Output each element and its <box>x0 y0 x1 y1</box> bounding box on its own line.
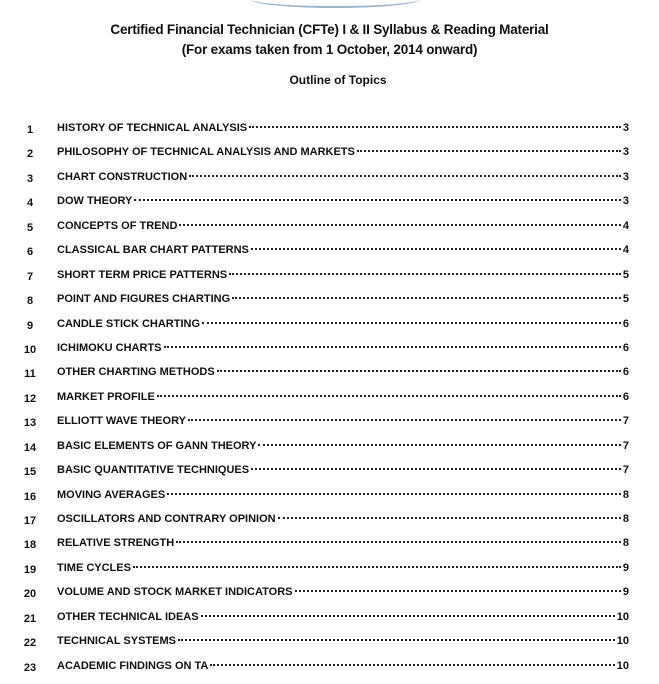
toc-entry-page-number[interactable]: 7 <box>622 464 629 477</box>
toc-entry-number: 6 <box>26 246 34 259</box>
toc-entry-page-number[interactable]: 5 <box>622 293 629 306</box>
toc-entry-number: 9 <box>26 319 34 332</box>
toc-entry-line <box>57 513 629 525</box>
toc-entry[interactable] <box>0 487 659 511</box>
toc-entry[interactable] <box>0 413 659 437</box>
toc-entry-page-number[interactable]: 3 <box>622 170 629 183</box>
dot-leader <box>178 639 615 641</box>
toc-entry[interactable] <box>0 291 659 315</box>
outline-heading: Outline of Topics <box>289 73 387 87</box>
toc-entry-title[interactable]: BASIC ELEMENTS OF GANN THEORY <box>57 439 257 452</box>
dot-leader <box>167 493 621 495</box>
dot-leader <box>202 322 621 324</box>
toc-entry-title[interactable]: TIME CYCLES <box>57 561 131 574</box>
toc-entry-page-number[interactable]: 7 <box>622 439 629 452</box>
dot-leader <box>357 150 621 152</box>
toc-entry-title[interactable]: ACADEMIC FINDINGS ON TA <box>57 659 209 672</box>
toc-entry-line <box>57 391 629 403</box>
dot-leader <box>157 395 621 397</box>
toc-entry[interactable] <box>0 633 659 657</box>
dot-leader <box>217 370 621 372</box>
toc-entry-number: 21 <box>23 612 37 625</box>
toc-entry-line <box>57 366 629 378</box>
toc-entry-number: 11 <box>24 368 36 381</box>
toc-entry-number: 4 <box>26 197 34 210</box>
toc-entry-line <box>57 171 629 183</box>
toc-entry-number: 2 <box>26 148 34 161</box>
dot-leader <box>179 224 620 226</box>
dot-leader <box>229 273 621 275</box>
toc-entry[interactable] <box>0 609 659 633</box>
toc-entry-page-number[interactable]: 6 <box>622 390 629 403</box>
toc-entry-number: 16 <box>23 490 37 503</box>
toc-entry-title[interactable]: ELLIOTT WAVE THEORY <box>57 415 186 428</box>
dot-leader <box>176 541 621 543</box>
dot-leader <box>251 248 621 250</box>
toc-entry-number: 18 <box>23 539 37 552</box>
title-line-2: (For exams taken from 1 October, 2014 onward) <box>181 42 478 57</box>
toc-entry-line <box>57 464 629 476</box>
toc-entry-title[interactable]: MARKET PROFILE <box>57 390 155 403</box>
toc-entry[interactable] <box>0 144 659 168</box>
toc-entry-title[interactable]: OTHER CHARTING METHODS <box>57 366 215 379</box>
toc-entry-page-number[interactable]: 5 <box>622 268 629 281</box>
toc-entry[interactable] <box>0 120 659 144</box>
toc-entry[interactable] <box>0 218 659 242</box>
toc-entry-title[interactable]: OSCILLATORS AND CONTRARY OPINION <box>57 513 276 525</box>
toc-entry-line <box>57 220 629 232</box>
toc-entry-line <box>57 611 629 623</box>
toc-entry-page-number[interactable]: 3 <box>622 195 629 208</box>
toc-entry-page-number[interactable]: 4 <box>622 219 629 232</box>
toc-entry-title[interactable]: SHORT TERM PRICE PATTERNS <box>57 268 228 281</box>
toc-entry-line <box>57 122 629 134</box>
toc-entry-line <box>57 537 629 549</box>
toc-entry-number: 22 <box>23 637 37 650</box>
dot-leader <box>133 566 621 568</box>
dot-leader <box>278 517 621 519</box>
toc-entry-page-number[interactable]: 9 <box>622 561 629 574</box>
toc-entry[interactable] <box>0 560 659 584</box>
dot-leader <box>201 615 615 617</box>
table-of-contents <box>0 120 659 682</box>
toc-entry[interactable] <box>0 364 659 388</box>
toc-entry-number: 15 <box>23 466 37 479</box>
toc-entry-line <box>57 586 629 598</box>
toc-entry-line <box>57 244 629 256</box>
dot-leader <box>188 419 621 421</box>
toc-entry-line <box>57 440 629 452</box>
toc-entry-title[interactable]: BASIC QUANTITATIVE TECHNIQUES <box>57 464 250 477</box>
toc-entry[interactable] <box>0 511 659 535</box>
dot-leader <box>164 346 621 348</box>
toc-entry-page-number[interactable]: 7 <box>622 415 629 428</box>
toc-entry-page-number[interactable]: 10 <box>616 610 629 623</box>
toc-entry[interactable] <box>0 316 659 340</box>
toc-entry-number: 7 <box>26 270 34 283</box>
toc-entry-line <box>57 660 629 672</box>
toc-entry-line <box>57 318 629 330</box>
toc-entry-page-number[interactable]: 8 <box>622 537 629 550</box>
dot-leader <box>258 444 620 446</box>
toc-entry-title[interactable]: HISTORY OF TECHNICAL ANALYSIS <box>57 122 248 134</box>
toc-entry-number: 13 <box>23 417 37 430</box>
toc-entry-title[interactable]: CONCEPTS OF TREND <box>57 219 178 232</box>
toc-entry-page-number[interactable]: 4 <box>622 244 629 257</box>
toc-entry-number: 10 <box>23 343 37 356</box>
title-line-1: Certified Financial Technician (CFTe) I & II Syllabus & Reading Material <box>110 22 549 37</box>
toc-entry-title[interactable]: ICHIMOKU CHARTS <box>57 341 162 354</box>
dot-leader <box>134 199 621 201</box>
toc-entry-number: 14 <box>23 441 37 454</box>
toc-entry[interactable] <box>0 389 659 413</box>
toc-entry-line <box>57 415 629 427</box>
toc-entry-line <box>57 269 629 281</box>
toc-entry-title[interactable]: TECHNICAL SYSTEMS <box>57 635 176 648</box>
toc-entry-title[interactable]: CHART CONSTRUCTION <box>57 170 188 183</box>
toc-entry-title[interactable]: DOW THEORY <box>57 195 133 208</box>
dot-leader <box>295 590 621 592</box>
header-decoration <box>250 0 420 8</box>
toc-entry[interactable] <box>0 658 659 682</box>
toc-entry[interactable] <box>0 438 659 462</box>
dot-leader <box>249 126 621 128</box>
toc-entry-page-number[interactable]: 8 <box>622 488 629 501</box>
toc-entry-page-number[interactable]: 8 <box>622 513 629 525</box>
toc-entry-line <box>57 342 629 354</box>
toc-entry-number: 19 <box>23 563 37 576</box>
toc-entry[interactable] <box>0 193 659 217</box>
toc-entry-page-number[interactable]: 10 <box>616 635 629 648</box>
toc-entry[interactable] <box>0 584 659 608</box>
toc-entry-title[interactable]: POINT AND FIGURES CHARTING <box>57 293 231 306</box>
toc-entry-title[interactable]: PHILOSOPHY OF TECHNICAL ANALYSIS AND MARKETS <box>57 146 355 159</box>
toc-entry[interactable] <box>0 462 659 486</box>
toc-entry-line <box>57 146 629 158</box>
toc-entry[interactable] <box>0 242 659 266</box>
toc-entry-title[interactable]: CANDLE STICK CHARTING <box>57 317 200 330</box>
toc-entry-number: 23 <box>23 661 37 674</box>
toc-entry[interactable] <box>0 340 659 364</box>
document-title <box>0 20 659 60</box>
toc-entry-line <box>57 293 629 305</box>
toc-entry-number: 5 <box>26 221 34 234</box>
toc-entry-number: 20 <box>23 588 37 601</box>
toc-entry-page-number[interactable]: 6 <box>622 341 629 354</box>
toc-entry-page-number[interactable]: 6 <box>622 317 629 330</box>
toc-entry-page-number[interactable]: 3 <box>622 122 629 134</box>
toc-entry-title[interactable]: MOVING AVERAGES <box>57 488 166 501</box>
toc-entry-page-number[interactable]: 10 <box>616 659 629 672</box>
toc-entry-line <box>57 489 629 501</box>
toc-entry-title[interactable]: VOLUME AND STOCK MARKET INDICATORS <box>57 586 293 599</box>
toc-entry-number: 1 <box>26 124 34 136</box>
toc-entry-number: 3 <box>26 172 34 185</box>
toc-entry-number: 8 <box>26 295 34 308</box>
toc-entry-title[interactable]: OTHER TECHNICAL IDEAS <box>57 610 199 623</box>
dot-leader <box>210 664 614 666</box>
dot-leader <box>232 297 621 299</box>
toc-entry-page-number[interactable]: 3 <box>622 146 629 159</box>
dot-leader <box>189 175 621 177</box>
toc-entry[interactable] <box>0 267 659 291</box>
toc-entry-page-number[interactable]: 9 <box>622 586 629 599</box>
dot-leader <box>251 468 621 470</box>
toc-entry-page-number[interactable]: 6 <box>622 366 629 379</box>
toc-entry-title[interactable]: RELATIVE STRENGTH <box>57 537 175 550</box>
toc-entry[interactable] <box>0 535 659 559</box>
toc-entry-number: 17 <box>23 515 37 527</box>
toc-entry-number: 12 <box>23 392 37 405</box>
toc-entry-title[interactable]: CLASSICAL BAR CHART PATTERNS <box>57 244 249 257</box>
toc-entry[interactable] <box>0 169 659 193</box>
toc-entry-line <box>57 562 629 574</box>
toc-entry-line <box>57 195 629 207</box>
toc-entry-line <box>57 635 629 647</box>
